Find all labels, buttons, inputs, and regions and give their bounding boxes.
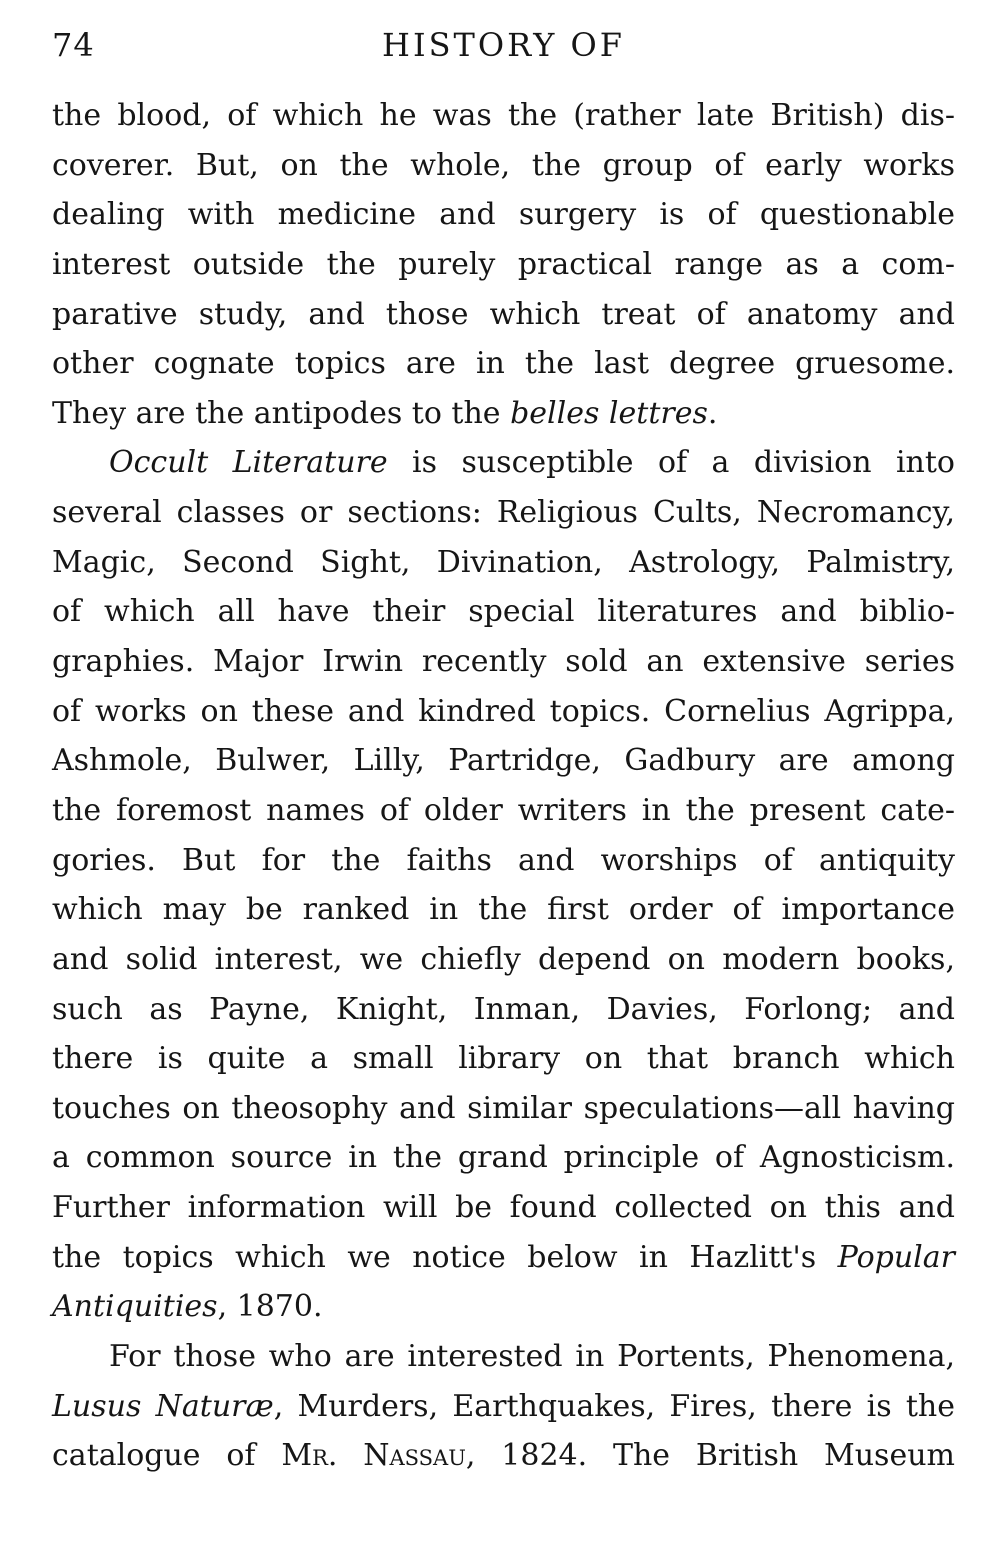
paragraph-start-line: Occult Literature is susceptible of a division into: [109, 445, 955, 481]
small-caps-name: Mr. Nassau: [281, 1438, 466, 1474]
text-line: gories. But for the faiths and worships of antiquity: [52, 842, 955, 878]
text-line: Ashmole, Bulwer, Lilly, Partridge, Gadbury are among: [52, 743, 955, 779]
text-line: Magic, Second Sight, Divination, Astrology, Palmistry,: [52, 544, 955, 580]
text-line: and solid interest, we chiefly depend on modern books,: [52, 941, 955, 977]
text-line: touches on theosophy and similar speculations—all having: [52, 1090, 955, 1126]
page-number: 74: [52, 26, 95, 64]
text-line: the foremost names of older writers in the present cate-: [52, 792, 955, 828]
text-line: a common source in the grand principle of Agnosticism.: [52, 1140, 955, 1176]
text-line: graphies. Major Irwin recently sold an extensive series: [52, 644, 955, 680]
body-text: [52, 91, 955, 1481]
text-line: Further information will be found collected on this and: [52, 1190, 955, 1226]
text-line: the topics which we notice below in Hazlitt's Popular: [52, 1239, 955, 1275]
text-line: of works on these and kindred topics. Cornelius Agrippa,: [52, 693, 955, 729]
text-line: of which all have their special literatures and biblio-: [52, 594, 955, 630]
text-line: which may be ranked in the first order of importance: [52, 892, 955, 928]
text-line: several classes or sections: Religious Cults, Necromancy,: [52, 495, 955, 531]
text-line: They are the antipodes to the belles lettres.: [52, 395, 718, 431]
italic-phrase: Antiquities: [52, 1289, 218, 1325]
text-line: the blood, of which he was the (rather late British) dis-: [52, 98, 955, 133]
italic-phrase: Lusus Naturæ: [52, 1388, 274, 1424]
running-title: HISTORY OF: [382, 26, 625, 64]
paragraph-start-line: For those who are interested in Portents, Phenomena,: [109, 1339, 955, 1375]
text-line: catalogue of Mr. Nassau, 1824. The British Museum: [52, 1438, 955, 1474]
text-line: dealing with medicine and surgery is of questionable: [52, 197, 955, 233]
text-line: other cognate topics are in the last degree gruesome.: [52, 346, 955, 382]
text-line: interest outside the purely practical range as a com-: [52, 246, 955, 282]
text-line: Antiquities, 1870.: [52, 1289, 323, 1325]
text-line: coverer. But, on the whole, the group of early works: [52, 147, 955, 183]
italic-phrase: belles lettres: [510, 395, 708, 431]
text-line: Lusus Naturæ, Murders, Earthquakes, Fires, there is the: [52, 1388, 955, 1424]
text-line: parative study, and those which treat of anatomy and: [52, 296, 955, 332]
italic-phrase: Occult Literature: [109, 445, 388, 481]
text-line: such as Payne, Knight, Inman, Davies, Forlong; and: [52, 991, 955, 1027]
italic-phrase: Popular: [837, 1239, 955, 1275]
text-line: there is quite a small library on that branch which: [52, 1041, 955, 1077]
page-header: [52, 26, 955, 68]
